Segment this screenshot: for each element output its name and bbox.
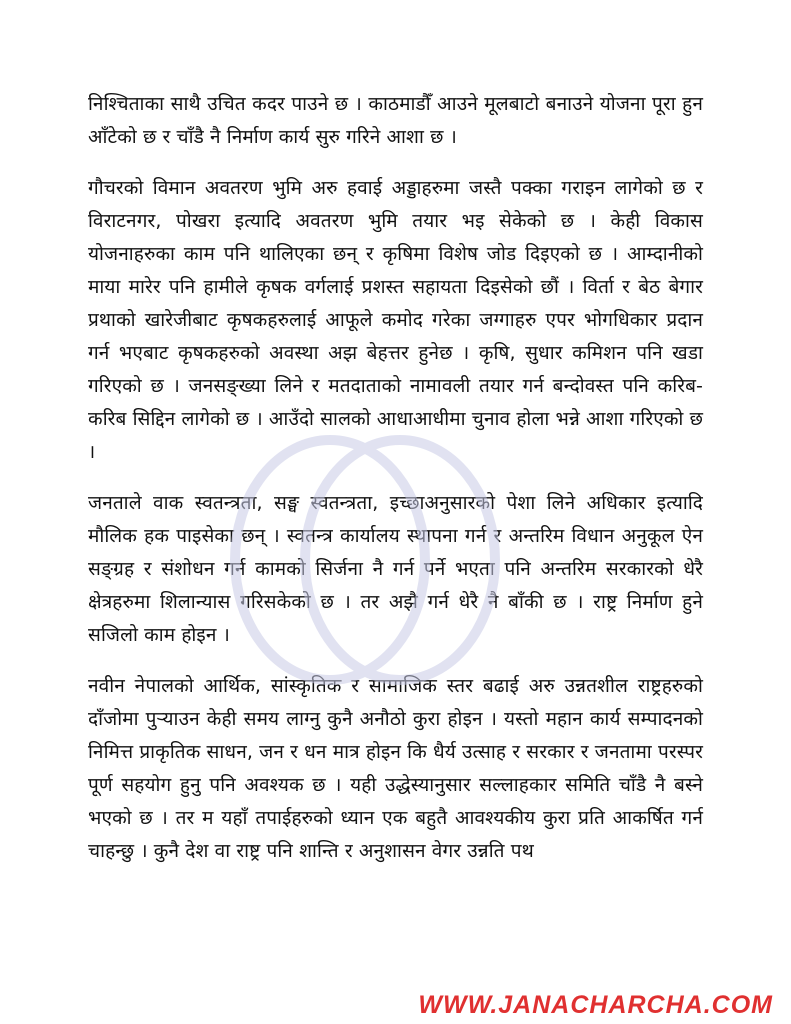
document-page	[88, 88, 703, 886]
paragraph-2: गौचरको विमान अवतरण भुमि अरु हवाई अड्डाहरुमा जस्तै पक्का गराइन लागेको छ र विराटनगर, पोखरा इत्यादि अवतरण भुमि तयार भइ सेकेको छ । केही विकास योजनाहरुका काम पनि थालिएका छन् र कृषिमा विशेष जोड दिइएको छ । आम्दानीको माया मारेर पनि हामीले कृषक वर्गलाई प्रशस्त सहायता दिइसेको छौं । विर्ता र बेठ बेगार प्रथाको खारेजीबाट कृषकहरुलाई आफूले कमोद गरेका जग्गाहरु एपर भोगधिकार प्रदान गर्न भएबाट कृषकहरुको अवस्था अझ बेहत्तर हुनेछ । कृषि, सुधार कमिशन पनि खडा गरिएको छ । जनसङ्ख्या लिने र मतदाताको नामावली तयार गर्न बन्दोवस्त पनि करिब-करिब सिद्दिन लागेको छ । आउँदो सालको आधाआधीमा चुनाव होला भन्ने आशा गरिएको छ ।	[88, 177, 703, 463]
paragraph-4: नवीन नेपालको आर्थिक, सांस्कृतिक र सामाजिक स्तर बढाई अरु उन्नतशील राष्ट्रहरुको दाँजोमा पुऱ्याउन केही समय लाग्नु कुनै अनौठो कुरा होइन । यस्तो महान कार्य सम्पादनको निमित्त प्राकृतिक साधन, जन र धन मात्र होइन कि धैर्य उत्साह र सरकार र जनतामा परस्पर पूर्ण सहयोग हुनु पनि अवश्यक छ । यही उद्धेस्यानुसार सल्लाहकार समिति चाँडै नै बस्ने भएको छ । तर म यहाँ तपाईहरुको ध्यान एक बहुतै आवश्यकीय कुरा प्रति आकर्षित गर्न चाहन्छु । कुनै देश वा राष्ट्र पनि शान्ति र अनुशासन वेगर उन्नति पथ	[88, 675, 703, 862]
paragraph-1: निश्चिताका साथै उचित कदर पाउने छ । काठमाडौँ आउने मूलबाटो बनाउने योजना पूरा हुन आँटेको छ र चाँडै नै निर्माण कार्य सुरु गरिने आशा छ ।	[88, 93, 703, 148]
site-url-watermark: WWW.JANACHARCHA.COM	[418, 991, 773, 1019]
paragraph-3: जनताले वाक स्वतन्त्रता, सङ्घ स्वतन्त्रता, इच्छाअनुसारको पेशा लिने अधिकार इत्यादि मौलिक हक पाइसेका छन् । स्वतन्त्र कार्यालय स्थापना गर्न र अन्तरिम विधान अनुकूल ऐन सङ्ग्रह र संशोधन गर्न कामको सिर्जना नै गर्न पर्ने भएता पनि अन्तरिम सरकारको धेरै क्षेत्रहरुमा शिलान्यास गरिसकेको छ । तर अझै गर्न धेरै नै बाँकी छ । राष्ट्र निर्माण हुने सजिलो काम होइन ।	[88, 492, 703, 646]
